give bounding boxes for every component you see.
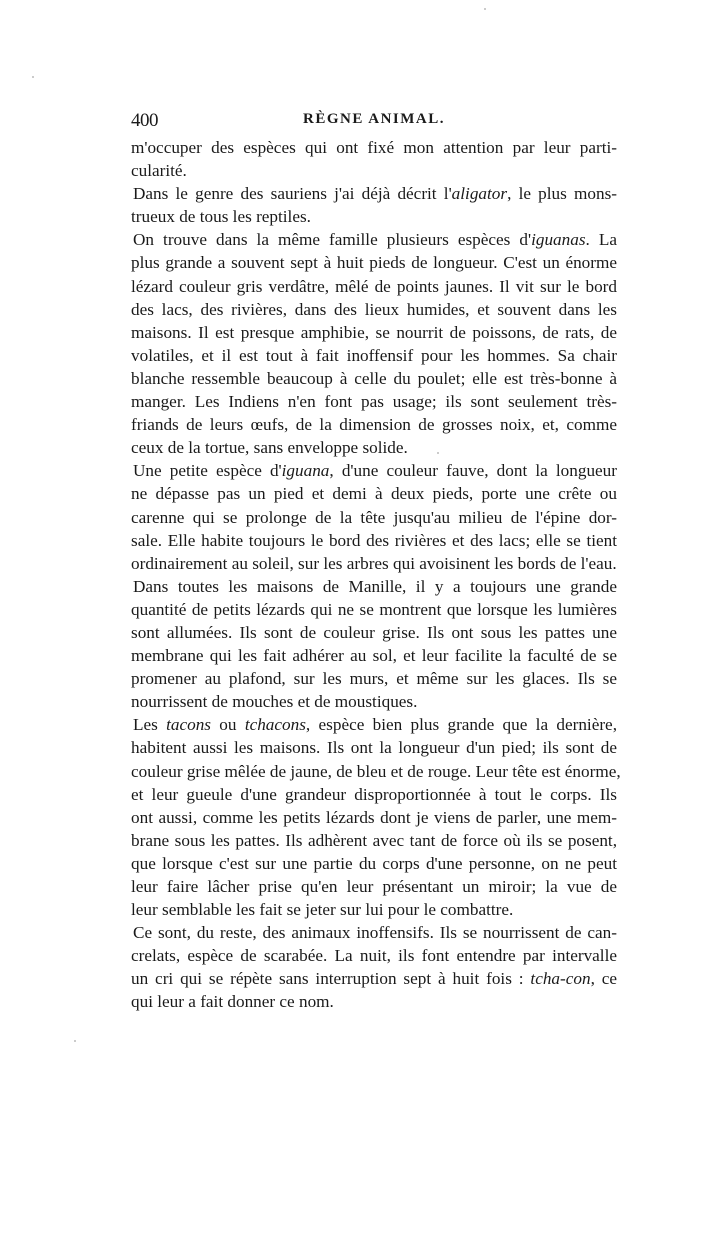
text-line: couleur grise mêlée de jaune, de bleu et de rouge. Leur tête est énorme, xyxy=(131,761,621,781)
scan-speck xyxy=(32,76,34,78)
text-line: carenne qui se prolonge de la tête jusqu'au milieu de l'épine dor- xyxy=(131,507,617,527)
text-line: Dans toutes les maisons de Manille, il y a toujours une grande xyxy=(133,576,617,596)
text-line: qui leur a fait donner ce nom. xyxy=(131,992,334,1012)
italic-term: tcha-con xyxy=(530,969,591,989)
text-line: blanche ressemble beaucoup à celle du poulet; elle est très-bonne à xyxy=(131,368,617,388)
text-line: membrane qui les fait adhérer au sol, et leur facilite la faculté de se xyxy=(131,646,617,666)
text-line: lézard couleur gris verdâtre, mêlé de points jaunes. Il vit sur le bord xyxy=(131,276,617,296)
text-line: un cri qui se répète sans interruption sept à huit fois : tcha-con, ce xyxy=(131,969,617,989)
italic-term: iguana xyxy=(281,461,330,481)
text-line: maisons. Il est presque amphibie, se nourrit de poissons, de rats, de xyxy=(131,322,617,342)
text-line: crelats, espèce de scarabée. La nuit, ils font entendre par intervalle xyxy=(131,946,617,966)
page-number: 400 xyxy=(131,110,158,131)
text-line: m'occuper des espèces qui ont fixé mon attention par leur parti- xyxy=(131,138,617,157)
paragraph xyxy=(131,575,617,714)
text-line: ceux de la tortue, sans enveloppe solide. xyxy=(131,438,408,458)
text-line: habitent aussi les maisons. Ils ont la longueur d'un pied; ils sont de xyxy=(131,738,617,758)
body-text xyxy=(131,136,621,1014)
text-line: sale. Elle habite toujours le bord des rivières et des lacs; elle se tient xyxy=(131,530,617,550)
scan-speck xyxy=(74,1040,76,1042)
text-line: trueux de tous les reptiles. xyxy=(131,207,311,227)
text-line: que lorsque c'est sur une partie du corps d'une personne, on ne peut xyxy=(131,853,617,873)
text-line: quantité de petits lézards qui ne se montrent que lorsque les lumières xyxy=(131,599,617,619)
text-line: ordinairement au soleil, sur les arbres qui avoisinent les bords de l'eau. xyxy=(131,553,617,573)
text-line: On trouve dans la même famille plusieurs espèces d'iguanas. La xyxy=(133,230,617,250)
text-line: manger. Les Indiens n'en font pas usage; ils sont seulement très- xyxy=(131,392,617,412)
text-line: cularité. xyxy=(131,161,187,181)
text-line: Une petite espèce d'iguana, d'une couleur fauve, dont la longueur xyxy=(133,461,617,481)
italic-term: tchacons xyxy=(244,715,306,735)
text-line: volatiles, et il est tout à fait inoffensif pour les hommes. Sa chair xyxy=(131,345,617,365)
text-line: ne dépasse pas un pied et demi à deux pieds, porte une crête ou xyxy=(131,484,617,504)
text-line: sont allumées. Ils sont de couleur grise. Ils ont sous les pattes une xyxy=(131,622,617,642)
text-line: leur semblable les fait se jeter sur lui pour le combattre. xyxy=(131,900,514,920)
scan-speck xyxy=(437,452,439,454)
paragraph xyxy=(131,182,617,228)
paragraph xyxy=(131,228,617,459)
page-header xyxy=(131,106,617,134)
text-line: Ce sont, du reste, des animaux inoffensifs. Ils se nourrissent de can- xyxy=(133,923,617,943)
text-line: et leur gueule d'une grandeur disproportionnée à tout le corps. Ils xyxy=(131,784,617,804)
text-line: plus grande a souvent sept à huit pieds de longueur. C'est un énorme xyxy=(131,253,617,273)
text-line: Les tacons ou tchacons, espèce bien plus grande que la dernière, xyxy=(133,715,617,735)
italic-term: aligator xyxy=(451,184,508,204)
text-line: leur faire lâcher prise qu'en leur présentant un miroir; la vue de xyxy=(131,877,617,896)
text-line: ont aussi, comme les petits lézards dont je viens de parler, une mem- xyxy=(131,807,617,827)
paragraph xyxy=(131,136,617,182)
italic-term: iguanas xyxy=(531,230,586,250)
text-line: friands de leurs œufs, de la dimension de grosses noix, et, comme xyxy=(131,415,617,435)
paragraph xyxy=(131,713,621,921)
running-head: RÈGNE ANIMAL. xyxy=(302,111,445,127)
scan-speck xyxy=(484,8,486,10)
paragraph xyxy=(131,459,617,574)
text-line: des lacs, des rivières, dans des lieux humides, et souvent dans les xyxy=(131,299,617,319)
text-line: Dans le genre des sauriens j'ai déjà décrit l'aligator, le plus mons- xyxy=(133,184,617,204)
text-line: promener au plafond, sur les murs, et même sur les glaces. Ils se xyxy=(131,669,617,689)
paragraph xyxy=(131,921,617,1013)
text-line: brane sous les pattes. Ils adhèrent avec tant de force où ils se posent, xyxy=(131,830,617,850)
text-line: nourrissent de mouches et de moustiques. xyxy=(131,692,418,712)
italic-term: tacons xyxy=(166,715,211,735)
